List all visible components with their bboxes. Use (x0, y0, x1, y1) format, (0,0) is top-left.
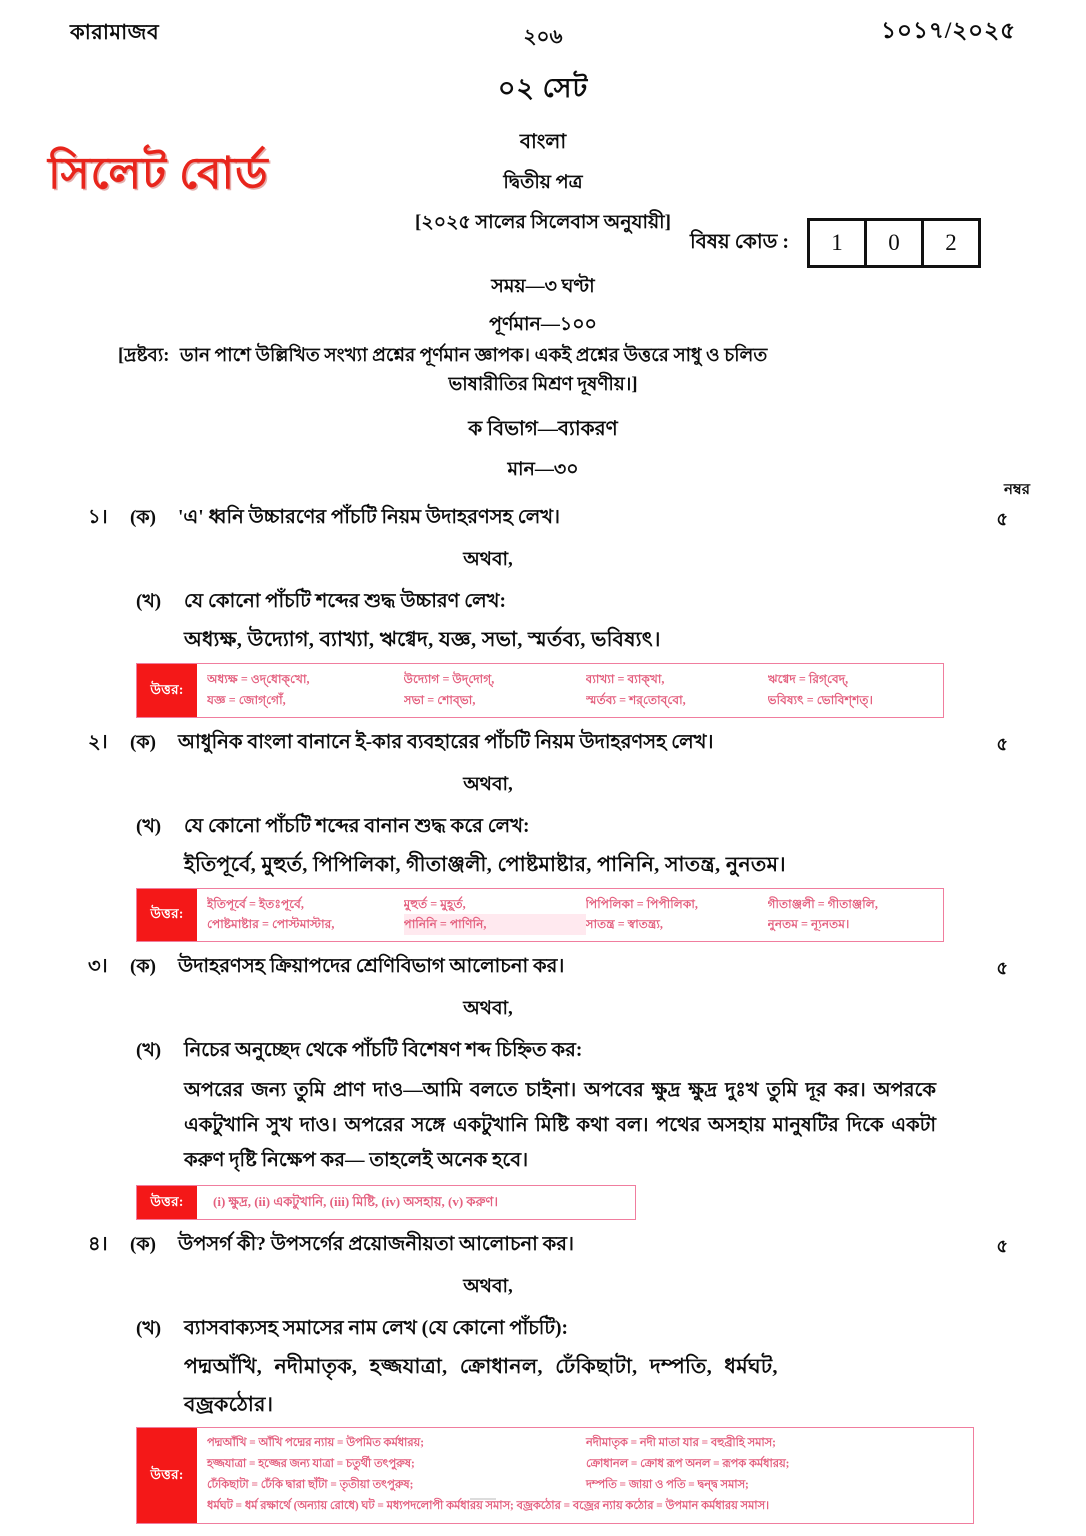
answer-cell: অধ্যক্ষ = ওদ্‌ধোক্‌খো, (207, 671, 310, 686)
question-2-othoba: অথবা, (463, 773, 513, 795)
question-1 (0, 503, 1086, 718)
answer-cell: সাতন্ত্র = স্বাতন্ত্র্য, (585, 917, 663, 932)
question-1-part-a (0, 503, 1086, 535)
question-4-answer-body (197, 1428, 973, 1523)
answer-cell: হজ্জযাত্রা = হজ্জের জন্য যাত্রা = চতুর্থী তৎপুরুষ; (207, 1458, 415, 1471)
question-2-answer-box (136, 888, 944, 943)
header-paper-serial: ১০১৭/২০২৫ (881, 18, 1016, 43)
answer-row (207, 690, 935, 711)
question-3-a-marker: (ক) (130, 956, 156, 978)
notice-line-1: ডান পাশে উল্লিখিত সংখ্যা প্রশ্নের পূর্ণমান জ্ঞাপক। একই প্রশ্নের উত্তরে সাধু ও চলিত (180, 346, 768, 366)
syllabus-note: [২০২৫ সালের সিলেবাস অনুযায়ী] (415, 212, 671, 233)
answer-row (207, 1496, 965, 1517)
section-title: ক বিভাগ—ব্যাকরণ (468, 418, 618, 440)
subject-code-digit-3: 2 (945, 230, 957, 255)
header-top-left-text: কারামাজব (70, 20, 160, 44)
question-4-answer-label: উত্তর: (137, 1428, 197, 1523)
answer-cell: গীতাঞ্জলী = গীতাঞ্জলি, (767, 896, 878, 911)
subject-code-boxes (807, 218, 981, 268)
subject-code-digit-2: 0 (867, 221, 924, 265)
question-1-a-text: 'এ' ধ্বনি উচ্চারণের পাঁচটি নিয়ম উদাহরণসহ লেখ। (178, 507, 561, 528)
answer-cell: উদ্যোগ = উদ্‌দোগ্‌, (403, 671, 495, 686)
question-2-part-b (0, 812, 1086, 844)
answer-row (207, 1433, 965, 1454)
question-3-answer-box (136, 1185, 636, 1220)
answer-row (207, 1454, 965, 1475)
section-heading (0, 414, 1086, 487)
board-logo: সিলেট বোর্ড (48, 149, 269, 198)
answer-cell: ক্রোধানল = ক্রোধ রূপ অনল = রূপক কর্মধারয়; (586, 1458, 790, 1471)
question-3-part-a (0, 952, 1086, 984)
question-2-a-marker: (ক) (130, 731, 156, 753)
question-4-answer-box (136, 1427, 974, 1524)
question-3 (0, 952, 1086, 1219)
answer-cell: নদীমাতৃক = নদী মাতা যার = বহুব্রীহি সমাস; (586, 1437, 776, 1450)
notice-block (118, 342, 968, 399)
set-line: ০২ সেট (497, 73, 589, 103)
answer-cell: ঋগ্বেদ = রিগ্‌বেদ্‌, (767, 671, 849, 686)
question-2-b-text: যে কোনো পাঁচটি শব্দের বানান শুদ্ধ করে লেখ: (184, 815, 530, 837)
question-3-b-text: নিচের অনুচ্ছেদ থেকে পাঁচটি বিশেষণ শব্দ চিহ্নিত কর: (184, 1040, 583, 1062)
answer-cell: যজ্ঞ = জোগ্‌গোঁ, (207, 692, 286, 707)
section-marks: মান—৩০ (507, 459, 579, 480)
question-2-answer-body (197, 889, 943, 942)
exam-full-marks: পূর্ণমান—১০০ (489, 314, 597, 335)
question-2 (0, 728, 1086, 943)
answer-row (207, 1475, 965, 1496)
question-4-b-marker: (খ) (136, 1317, 162, 1339)
question-1-marks: ৫ (996, 509, 1008, 529)
question-3-answer-label: উত্তর: (137, 1186, 197, 1219)
exam-title-block (0, 68, 1086, 240)
page-header (0, 0, 1086, 60)
marks-column-header: নম্বর (1003, 482, 1030, 498)
question-2-number: ২। (88, 731, 108, 753)
question-2-part-a (0, 728, 1086, 760)
question-4-a-text: উপসর্গ কী? উপসর্গের প্রয়োজনীয়তা আলোচনা কর। (178, 1233, 574, 1255)
header-center-number: ২০৬ (523, 26, 563, 48)
question-3-b-marker: (খ) (136, 1040, 162, 1062)
subject-name: বাংলা (519, 131, 567, 153)
question-3-part-b (0, 1036, 1086, 1068)
question-4-wordlist: পদ্মআঁখি, নদীমাতৃক, হজ্জযাত্রা, ক্রোধানল, ঢেঁকিছাটা, দম্পতি, ধর্মঘট, (184, 1355, 778, 1378)
question-1-othoba: অথবা, (463, 549, 513, 570)
question-3-passage: অপরের জন্য তুমি প্রাণ দাও—আমি বলতে চাইনা। অপবের ক্ষুদ্র ক্ষুদ্র দুঃখ তুমি দূর কর। অপরকে একটুখানি সুখ দাও। অপরের সঙ্গে একটুখানি মিষ্টি কথা বল। পথের অসহায় মানুষটির দিকে একটা করুণ দৃষ্টি নিক্ষেপ কর— তাহলেই অনেক হবে। (184, 1080, 936, 1171)
answer-cell: নুনতম = ন্যূনতম। (767, 917, 850, 932)
question-1-a-marker: (ক) (130, 507, 156, 528)
notice-label: [দ্রষ্টব্য: (118, 346, 170, 366)
question-4-othoba: অথবা, (463, 1275, 513, 1297)
answer-cell: (i) ক্ষুদ্র, (ii) একটুখানি, (iii) মিষ্টি, (iv) অসহায়, (v) করুণ। (213, 1193, 498, 1209)
question-3-othoba: অথবা, (463, 998, 513, 1020)
question-2-marks: ৫ (996, 733, 1008, 754)
question-3-answer-body (197, 1186, 635, 1219)
subject-code-group (690, 218, 981, 268)
page-bottom-artifact (470, 1498, 496, 1500)
question-4-number: ৪। (88, 1233, 108, 1255)
question-4 (0, 1230, 1086, 1524)
question-4-a-marker: (ক) (130, 1233, 156, 1255)
question-2-a-text: আধুনিক বাংলা বানানে ই-কার ব্যবহারের পাঁচটি নিয়ম উদাহরণসহ লেখ। (178, 731, 714, 753)
question-1-wordlist: অধ্যক্ষ, উদ্যোগ, ব্যাখ্যা, ঋগ্বেদ, যজ্ঞ, সভা, স্মর্তব্য, ভবিষ্যৎ। (184, 629, 661, 651)
answer-cell: ঢেঁকিছাটা = ঢেঁকি দ্বারা ছাঁটা = তৃতীয়া তৎপুরুষ; (207, 1479, 414, 1492)
subject-code-digit-1: 1 (810, 221, 867, 265)
answer-row (207, 894, 935, 915)
question-3-number: ৩। (88, 956, 108, 978)
question-3-a-text: উদাহরণসহ ক্রিয়াপদের শ্রেণিবিভাগ আলোচনা কর। (178, 956, 565, 978)
answer-cell: স্মর্তব্য = শর্‌তোব্‌বো, (585, 692, 686, 707)
notice-line-2: ভাষারীতির মিশ্রণ দূষণীয়।] (448, 374, 638, 395)
question-4-part-b (0, 1314, 1086, 1346)
answer-cell: ব্যাখ্যা = ব্যাক্‌খা, (585, 671, 665, 686)
question-list (0, 503, 1086, 1534)
question-1-b-marker: (খ) (136, 591, 162, 612)
answer-cell: ইতিপূর্বে = ইতঃপূর্বে, (207, 896, 304, 911)
question-4-part-a (0, 1230, 1086, 1262)
question-2-answer-label: উত্তর: (137, 889, 197, 942)
answer-cell: পদ্মআঁখি = আঁখি পদ্মের ন্যায় = উপমিত কর্মধারয়; (207, 1437, 424, 1450)
answer-cell: পিপিলিকা = পিপীলিকা, (585, 896, 698, 911)
question-1-b-text: যে কোনো পাঁচটি শব্দের শুদ্ধ উচ্চারণ লেখ: (184, 591, 506, 612)
answer-cell: সভা = শোব্‌ভা, (403, 692, 476, 707)
answer-cell: ধর্মঘট = ধর্ম রক্ষার্থে (অন্যায় রোধে) ঘট = মধ্যপদলোপী কর্মধারয় সমাস; বজ্রকঠোর = বজ্রের ন্যায় কঠোর = উপমান কর্মধারয় সমাস। (207, 1500, 770, 1513)
question-1-answer-box (136, 663, 944, 718)
exam-info-block (0, 272, 1086, 348)
answer-cell: ভবিষ্যৎ = ভোবিশ্‌শত্‌। (767, 692, 873, 707)
answer-row (207, 669, 935, 690)
question-4-wordlist-cont: বজ্রকঠোর। (184, 1393, 274, 1416)
question-1-answer-label: উত্তর: (137, 664, 197, 717)
answer-cell: পানিনি = পাণিনি, (404, 914, 586, 935)
answer-cell: দম্পতি = জায়া ও পতি = দ্বন্দ্ব সমাস; (586, 1479, 749, 1492)
question-1-number: ১। (88, 507, 108, 528)
question-1-answer-body (197, 664, 943, 717)
answer-row (207, 914, 935, 935)
subject-code-label: বিষয় কোড : (690, 230, 789, 253)
question-1-part-b (0, 587, 1086, 619)
question-2-b-marker: (খ) (136, 815, 162, 837)
question-4-b-text: ব্যাসবাক্যসহ সমাসের নাম লেখ (যে কোনো পাঁচটি): (184, 1317, 568, 1339)
paper-name: দ্বিতীয় পত্র (503, 172, 583, 193)
answer-cell: পোষ্টমাষ্টার = পোস্টমাস্টার, (207, 917, 335, 932)
exam-time: সময়—৩ ঘণ্টা (491, 276, 595, 297)
question-3-marks: ৫ (996, 958, 1008, 979)
question-2-wordlist: ইতিপূর্বে, মুহুর্ত, পিপিলিকা, গীতাঞ্জলী, পোষ্টমাষ্টার, পানিনি, সাতন্ত্র, নুনতম। (184, 853, 786, 876)
question-4-marks: ৫ (996, 1235, 1008, 1256)
answer-cell: মুহুর্ত = মুহূর্ত, (403, 896, 466, 911)
